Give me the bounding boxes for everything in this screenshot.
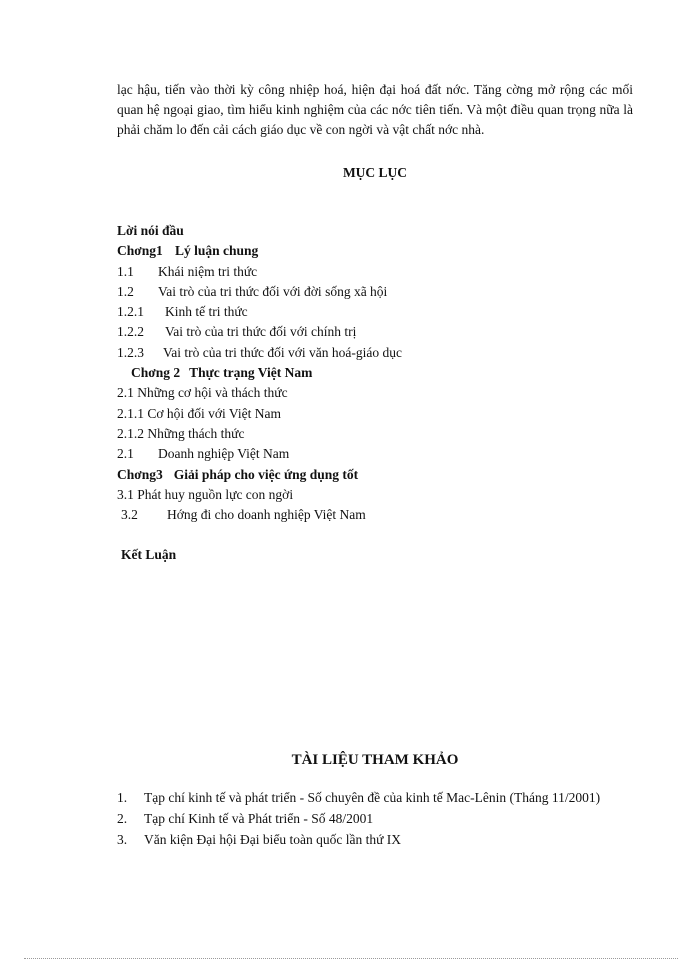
toc-item-number: Chơng 2 bbox=[131, 365, 181, 381]
reference-item bbox=[117, 788, 633, 808]
toc-item-number: 1.2.3 bbox=[117, 344, 144, 360]
toc-item-chapter-2 bbox=[117, 363, 637, 383]
toc-item-label: Doanh nghiệp Việt Nam bbox=[158, 446, 290, 462]
toc-item-label: 3.1 Phát huy nguồn lực con ngời bbox=[117, 486, 294, 502]
toc-item-label: Lý luận chung bbox=[175, 243, 259, 259]
toc-item-number: 1.2.1 bbox=[117, 304, 144, 320]
intro-paragraph: lạc hậu, tiến vào thời kỳ công nhiệp hoá, hiện đại hoá đất nớc. Tăng cờng mở rộng các mối quan hệ ngoại giao, tìm hiểu kinh nghiệm của các nớc tiên tiến. Và một điều quan trọng nữa là phải chăm lo đến cải cách giáo dục về con ngời và vật chất nớc nhà. bbox=[117, 82, 633, 137]
toc-item-label: Giải pháp cho việc ứng dụng tốt bbox=[173, 466, 359, 482]
toc-item-preface bbox=[117, 221, 637, 241]
toc-title: MỤC LỤC bbox=[342, 165, 408, 180]
toc-item-label: Vai trò của tri thức đối với văn hoá-giáo dục bbox=[163, 344, 403, 360]
toc-conclusion: Kết Luận bbox=[121, 547, 177, 562]
toc-item bbox=[117, 485, 637, 505]
toc-item-label: Hớng đi cho doanh nghiệp Việt Nam bbox=[167, 507, 366, 523]
toc-item-label: Kinh tế tri thức bbox=[165, 304, 248, 320]
reference-text: Tạp chí Kinh tế và Phát triển - Số 48/2001 bbox=[144, 811, 374, 826]
toc-item-label: Khái niệm tri thức bbox=[158, 263, 258, 279]
toc-item-label: Thực trạng Việt Nam bbox=[189, 365, 313, 381]
references-list bbox=[117, 788, 633, 851]
reference-item bbox=[117, 830, 633, 850]
toc-item bbox=[117, 302, 637, 322]
toc-item-label: Lời nói đầu bbox=[117, 223, 184, 238]
toc-item-label: Vai trò của tri thức đối với chính trị bbox=[165, 324, 357, 340]
toc-item bbox=[117, 424, 637, 444]
toc-item-chapter-3 bbox=[117, 465, 637, 485]
reference-text: Tạp chí kinh tế và phát triển - Số chuyên đề của kinh tế Mac-Lênin (Tháng 11/2001) bbox=[144, 790, 601, 805]
table-of-contents bbox=[117, 221, 637, 525]
toc-item-number: 1.1 bbox=[117, 263, 134, 279]
toc-item-label: Vai trò của tri thức đối với đời sống xã hội bbox=[158, 283, 388, 299]
toc-item bbox=[117, 282, 637, 302]
toc-item-number: 1.2 bbox=[117, 283, 134, 299]
toc-item-label: 2.1 Những cơ hội và thách thức bbox=[117, 385, 288, 401]
toc-item-number: Chơng1 bbox=[117, 243, 163, 259]
toc-item-label: 2.1.1 Cơ hội đối với Việt Nam bbox=[117, 405, 281, 421]
toc-item-chapter-1 bbox=[117, 241, 637, 261]
toc-item bbox=[117, 444, 637, 464]
toc-item bbox=[117, 505, 637, 525]
reference-number: 2. bbox=[117, 811, 128, 826]
intro-section bbox=[117, 80, 633, 140]
toc-item bbox=[117, 404, 637, 424]
toc-item-label: 2.1.2 Những thách thức bbox=[117, 425, 245, 441]
toc-item-number: Chơng3 bbox=[117, 466, 163, 482]
toc-item-number: 2.1 bbox=[117, 446, 134, 462]
toc-item bbox=[117, 343, 637, 363]
reference-number: 3. bbox=[117, 832, 128, 847]
reference-item bbox=[117, 809, 633, 829]
reference-text: Văn kiện Đại hội Đại biểu toàn quốc lần thứ IX bbox=[144, 832, 402, 847]
toc-item-number: 3.2 bbox=[121, 507, 138, 523]
toc-item bbox=[117, 383, 637, 403]
toc-item bbox=[117, 262, 637, 282]
reference-number: 1. bbox=[117, 790, 128, 805]
references-title: TÀI LIỆU THAM KHẢO bbox=[291, 752, 459, 768]
toc-item bbox=[117, 322, 637, 342]
page-bottom-divider bbox=[24, 958, 678, 959]
toc-item-number: 1.2.2 bbox=[117, 324, 144, 340]
